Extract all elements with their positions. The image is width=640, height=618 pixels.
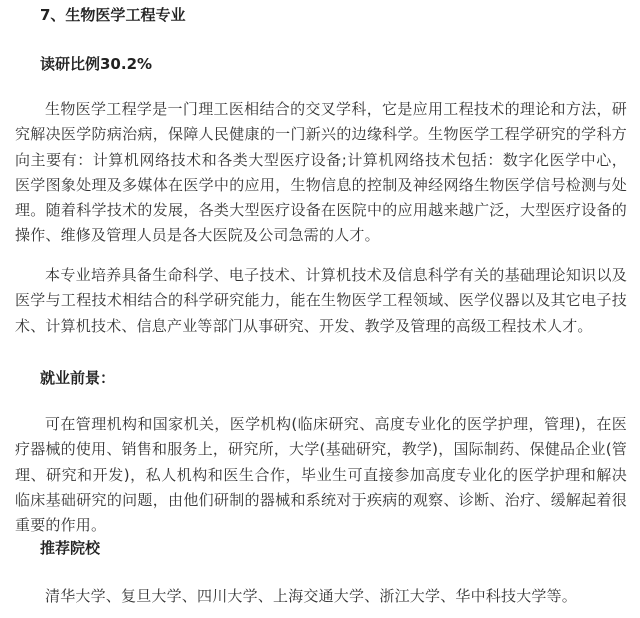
ratio-label: 读研比例30.2%	[40, 55, 153, 73]
intro-paragraph-2: 本专业培养具备生命科学、电子技术、计算机技术及信息科学有关的基础理论知识以及医学与工程技术相结合的科学研究能力，能在生物医学工程领域、医学仪器以及其它电子技术、计算机技术、信息产业等部门从事研究、开发、教学及管理的高级工程技术人才。	[15, 266, 627, 335]
schools-paragraph: 清华大学、复旦大学、四川大学、上海交通大学、浙江大学、华中科技大学等。	[45, 587, 578, 605]
employment-paragraph: 可在管理机构和国家机关，医学机构(临床研究、高度专业化的医学护理，管理)，在医疗器械的使用、销售和服务上，研究所，大学(基础研究，教学)，国际制药、保健品企业(管理、研究和开发)，私人机构和医生合作，毕业生可直接参加高度专业化的医学护理和解决临床基础研究的问题，由他们研制的器械和系统对于疾病的观察、诊断、治疗、缓解起着很重要的作用。	[15, 415, 627, 535]
employment-heading: 就业前景：	[40, 369, 116, 387]
intro-paragraph-1: 生物医学工程学是一门理工医相结合的交叉学科，它是应用工程技术的理论和方法，研究解决医学防病治病，保障人民健康的一门新兴的边缘科学。生物医学工程学研究的学科方向主要有：计算机网络技术和各类大型医疗设备;计算机网络技术包括：数字化医学中心，医学图象处理及多媒体在医学中的应用，生物信息的控制及神经网络生物医学信号检测与处理。随着科学技术的发展，各类大型医疗设备在医院中的应用越来越广泛，大型医疗设备的操作、维修及管理人员是各大医院及公司急需的人才。	[15, 100, 627, 245]
schools-heading: 推荐院校	[40, 539, 101, 557]
section-title: 7、生物医学工程专业	[40, 6, 186, 24]
